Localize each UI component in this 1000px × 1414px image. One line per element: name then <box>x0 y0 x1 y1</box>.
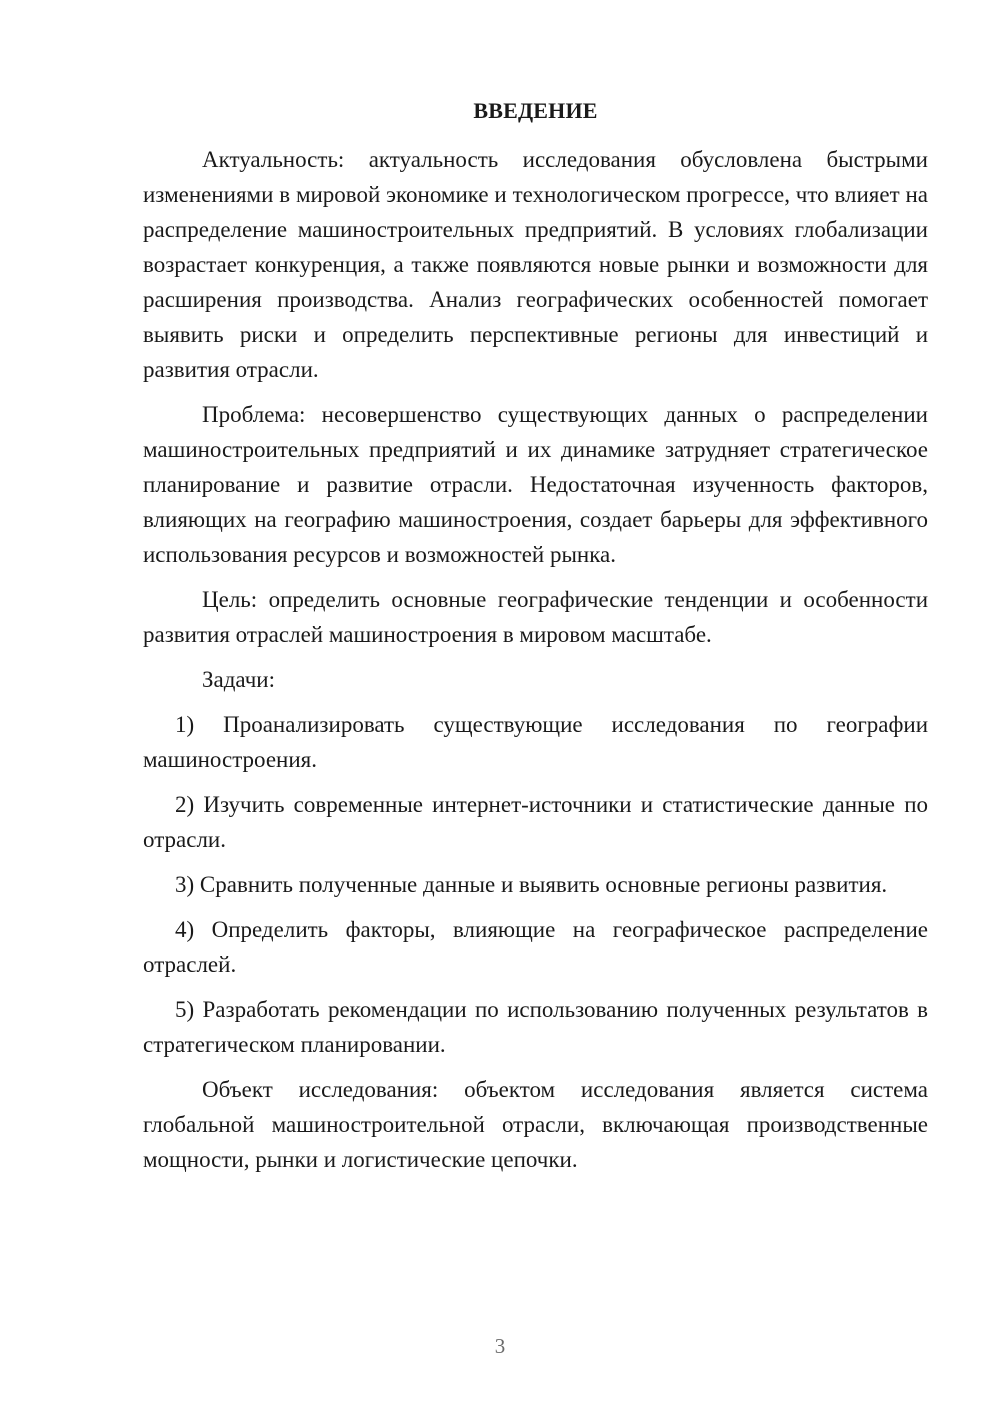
task-item-3: 3) Сравнить полученные данные и выявить основные регионы развития. <box>175 872 888 897</box>
tasks-heading: Задачи: <box>202 667 275 692</box>
page-number: 3 <box>494 1334 506 1358</box>
paragraph-goal: Цель: определить основные географические тенденции и особенности развития отраслей машиностроения в мировом масштабе. <box>143 587 928 647</box>
task-item-1: 1) Проанализировать существующие исследования по географии машиностроения. <box>143 712 928 772</box>
task-item-5: 5) Разработать рекомендации по использованию полученных результатов в стратегическом планировании. <box>143 997 928 1057</box>
task-item-4: 4) Определить факторы, влияющие на географическое распределение отраслей. <box>143 917 928 977</box>
document-body <box>143 142 928 1177</box>
paragraph-problem: Проблема: несовершенство существующих данных о распределении машиностроительных предприятий и их динамике затрудняет стратегическое планирование и развитие отрасли. Недостаточная изученность факторов, влияющих на географию машиностроения, создает барьеры для эффективного использования ресурсов и возможностей рынка. <box>143 402 928 567</box>
section-title: ВВЕДЕНИЕ <box>473 98 598 123</box>
paragraph-relevance: Актуальность: актуальность исследования обусловлена быстрыми изменениями в мировой экономике и технологическом прогрессе, что влияет на распределение машиностроительных предприятий. В условиях глобализации возрастает конкуренция, а также появляются новые рынки и возможности для расширения производства. Анализ географических особенностей помогает выявить риски и определить перспективные регионы для инвестиций и развития отрасли. <box>143 147 928 382</box>
task-item-2: 2) Изучить современные интернет-источники и статистические данные по отрасли. <box>143 792 928 852</box>
paragraph-object: Объект исследования: объектом исследования является система глобальной машиностроительной отрасли, включающая производственные мощности, рынки и логистические цепочки. <box>143 1077 928 1172</box>
